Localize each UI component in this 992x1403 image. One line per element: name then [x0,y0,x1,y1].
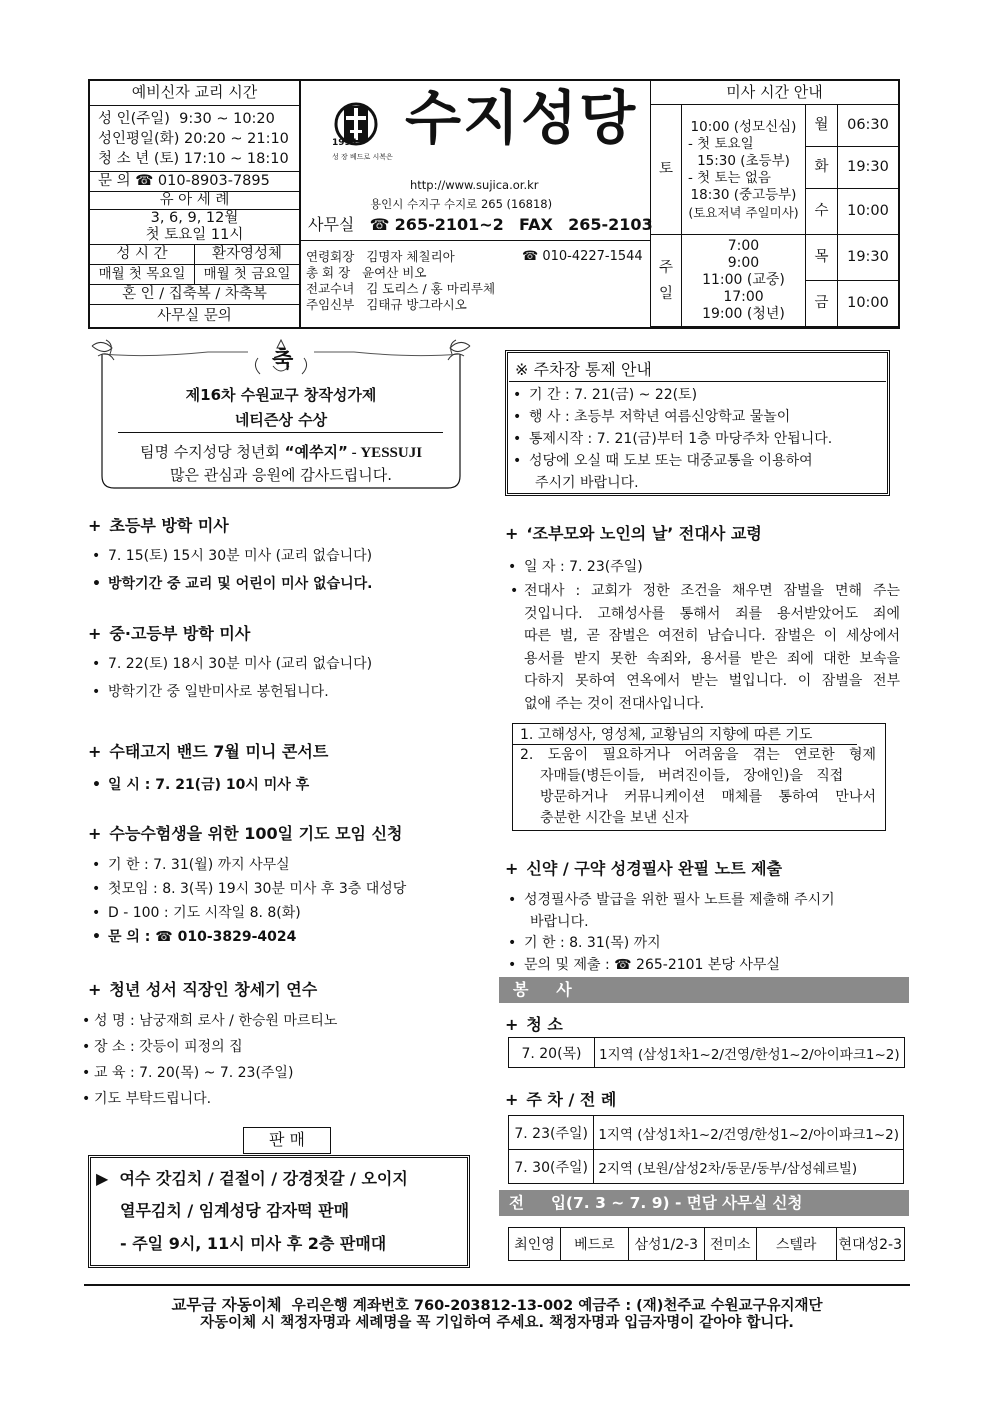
list-item: • 7. 15(토) 15시 30분 미사 (교리 없습니다) [84,544,372,568]
list-item: • 첫모임 : 8. 3(목) 19시 30분 미사 후 3층 대성당 [84,877,406,901]
table-row [509,1228,905,1261]
list-item: • 방학기간 중 일반미사로 봉헌됩니다. [84,680,372,704]
sat-masses [682,105,806,235]
bible-list [500,889,835,911]
sun-label [651,235,682,327]
exam-title: + 수능수험생을 위한 100일 기도 모임 신청 [88,824,403,843]
section-title: 수태고지 밴드 7월 미니 콘서트 [109,742,329,761]
staff-phone [522,249,643,264]
staff-role: 총 회 장 [306,265,351,280]
weekday-time: 19:30 [838,147,899,189]
band-list [84,773,309,797]
indulgence-text: 용서를 받지 못한 속죄와, 용서를 받은 죄에 대한 보속을 [524,650,900,667]
exam-list [84,853,406,949]
team-en: - YESSUJI [347,445,423,461]
wedding-title: 혼 인 / 집축복 / 차축복 [90,285,300,305]
contact-phone: 010-8903-7895 [157,173,270,190]
list-item: • 일 시 : 7. 21(금) 10시 미사 후 [84,773,309,797]
table-cell: 스텔라 [756,1228,836,1261]
parking-list [505,384,832,472]
mass-title: 미사 시간 안내 [651,81,899,105]
fax-label: FAX [519,215,553,234]
weekday: 수 [806,189,838,235]
catechism-contact [90,172,300,192]
list-item: • 성당에 오실 때 도보 또는 대중교통을 이용하여 [505,450,832,472]
mass-line: 19:00 (청년) [702,306,785,322]
award-subtitle: 네티즌상 수상 [234,411,328,429]
footer-note: 자동이체 시 책정자명과 세례명을 꼭 기입하여 주세요. 책정자명과 입금자명이 같아야 합니다. [200,1315,794,1331]
list-item: • 일 자 : 7. 23(주일) [500,555,643,579]
mass-line: 11:00 (교중) [702,272,785,288]
list-item: • 교 육 : 7. 20(목) ~ 7. 23(주일) [74,1060,337,1086]
phone-icon: ☎ [155,929,173,945]
list-item [84,925,406,949]
sale-line2: 열무김치 / 임계성당 감자떡 판매 [120,1201,350,1220]
weekday: 화 [806,147,838,189]
mass-line: 10:00 (성모신심) [690,118,797,135]
footer-account: 우리은행 계좌번호 760-203812-13-002 예금주 : (재)천주교 수원교구유지재단 [281,1298,823,1314]
mass-line: 9:00 [727,255,760,271]
staff-role: 연령회장 [306,249,355,264]
table-cell: 7. 20(목) [509,1038,595,1068]
service-band: 봉 사 [499,977,909,1003]
infant-day: 첫 토요일 11시 [145,227,244,243]
list-item [500,954,780,976]
bible-phone: 265-2101 본당 사무실 [636,957,780,973]
sale-text: 여수 갓김치 / 겉절이 / 강경젓갈 / 오이지 [119,1169,408,1188]
church-logo [330,94,400,166]
indulgence-text: 다하지 못하여 연옥에서 받는 벌입니다. 이 잠벌을 전부 [524,673,900,690]
exam-phone: 010-3829-4024 [177,929,297,945]
section-title: 수능수험생을 위한 100일 기도 모임 신청 [109,824,403,843]
youth-title: + 청년 성서 직장인 창세기 연수 [88,980,318,999]
table-row [509,1116,904,1150]
table-cell: 삼성1/2-3 [628,1228,704,1261]
indulgence-text: 없애 주는 것이 전대사입니다. [524,695,705,712]
mass-table [650,80,899,327]
list-item: • 7. 22(토) 18시 30분 미사 (교리 없습니다) [84,652,372,676]
staff-phone-number: 010-4227-1544 [542,249,643,264]
sale-line1 [96,1166,408,1189]
office-label: 사무실 [308,215,355,234]
triangle-icon: ▶ [96,1169,109,1188]
parking-duty-title: + 주 차 / 전 례 [505,1090,617,1109]
church-url[interactable]: http://www.sujica.or.kr [410,178,539,192]
bible-title: + 신약 / 구약 성경필사 완필 노트 제출 [505,859,783,878]
table-row [509,1150,904,1184]
cleaning-title: + 청 소 [505,1015,563,1034]
catechism-label: 성 인(주일) [98,110,170,127]
condition-text: 충분한 시간을 보낸 신자 [540,810,689,826]
mass-line: 7:00 [727,238,760,254]
table-cell: 2지역 (보원/삼성2차/동문/동부/삼성쉐르빌) [594,1150,904,1184]
band-title: + 수태고지 밴드 7월 미니 콘서트 [88,742,329,761]
weekday-time: 10:00 [838,189,899,235]
sale-line3: - 주일 9시, 11시 미사 후 2층 판매대 [120,1234,387,1253]
condition-text: 자매들(병든이들, 버려진이들, 장애인)을 직접 [540,768,844,784]
award-title: 제16차 수원교구 창작성가제 [185,386,377,404]
weekday: 금 [806,281,838,327]
table-cell: 최인영 [509,1228,561,1261]
staff-row [306,297,495,313]
sick-comm-title: 환자영성체 [194,245,299,265]
list-item: • D - 100 : 기도 시작일 8. 8(화) [84,901,406,925]
sun-masses [682,235,806,327]
indulgence-title: + ‘조부모와 노인의 날’ 전대사 교령 [505,524,762,543]
infant-months: 3, 6, 9, 12월 [150,210,239,226]
weekday-time: 10:00 [838,281,899,327]
table-cell: 현대성2-3 [836,1228,904,1261]
table-cell: 7. 30(주일) [509,1150,594,1184]
mass-line: (토요저녁 주일미사) [688,204,799,220]
table-cell: 7. 23(주일) [509,1116,594,1150]
fax-number: 265-2103 [568,215,653,234]
staff-list [306,249,495,313]
weekday: 목 [806,235,838,281]
staff-name: 김 도리스 / 홍 마리루체 [366,281,496,296]
office-phone: 265-2101~2 [394,215,504,234]
section-title: 청 소 [526,1015,563,1034]
logo-year: 1994 [332,138,358,148]
office-line [308,212,653,235]
list-item: • 성경필사증 발급을 위한 필사 노트를 제출해 주시기 [500,889,835,911]
middle-high-list [84,652,372,704]
indulgence-date [500,555,643,579]
table-row [509,1038,905,1068]
parking-cont: 주시기 바랍니다. [535,475,639,491]
section-title: 초등부 방학 미사 [109,516,229,535]
catechism-time: 20:20 ~ 21:10 [183,130,289,147]
indulgence-text: 따른 벌, 곧 잠벌은 여전히 남습니다. 잠벌은 이 세상에서 [524,628,900,645]
sun-label-text: 주일 [659,259,674,302]
section-title: 중·고등부 방학 미사 [109,624,251,643]
list-item: • 행 사 : 초등부 저학년 여름신앙학교 물놀이 [505,406,832,428]
header-divider [300,80,301,328]
staff-role: 전교수녀 [306,281,355,296]
section-title: 주 차 / 전 례 [526,1090,617,1109]
table-cell: 1지역 (삼성1차1~2/건영/한성1~2/아이파크1~2) [595,1038,905,1068]
condition-2 [520,745,876,829]
cleaning-table [508,1037,905,1068]
elementary-list [84,544,372,596]
award-thanks: 많은 관심과 응원에 감사드립니다. [170,466,392,484]
list-item: • 기 한 : 7. 31(월) 까지 사무실 [84,853,406,877]
bible-cont: 바랍니다. [530,914,589,930]
catechism-label: 청 소 년 (토) [98,150,180,167]
staff-role: 주임신부 [306,297,355,312]
catechism-table [89,80,300,329]
catechism-label: 성인평일(화) [98,130,180,147]
list-item: • 통제시작 : 7. 21(금)부터 1층 마당주차 안됩니다. [505,428,832,450]
condition-1: 1. 고해성사, 영성체, 교황님의 지향에 따른 기도 [520,727,813,743]
staff-row [306,249,495,265]
logo-text: 성 장 베드로 시복은 [332,153,393,161]
indulgence-text: 것입니다. 고해성사를 통해서 죄를 용서받았어도 죄에 [524,605,900,622]
condition-text: 방문하거나 커뮤니케이션 매체를 통하여 만나서 [540,789,876,805]
sick-comm-value: 매월 첫 금요일 [194,265,299,285]
transfer-table [508,1227,905,1261]
list-item: • 장 소 : 갓등이 피정의 집 [74,1034,337,1060]
staff-name: 김명자 체칠리아 [366,249,455,264]
phone-icon: ☎ [522,249,539,264]
middle-high-title: + 중·고등부 방학 미사 [88,624,251,643]
list-item: • 기 간 : 7. 21(금) ~ 22(토) [505,384,832,406]
parking-duty-table [508,1115,904,1184]
phone-icon: ☎ [135,173,154,190]
weekday-time: 06:30 [838,105,899,147]
church-name: 수지성당 [405,84,638,152]
list-item: • 성 명 : 남궁재희 로사 / 한승원 마르티노 [74,1008,337,1034]
contact-label: 문의 및 제출 : [524,957,615,973]
catechism-title: 예비신자 교리 시간 [90,81,300,106]
staff-row [306,265,495,281]
infant-baptism [90,192,300,245]
weekday: 월 [806,105,838,147]
mass-line: - 첫 토요일 [688,135,754,152]
team-name: “예쑤지” [284,443,348,461]
staff-name: 윤여산 비오 [362,265,427,280]
phone-icon: ☎ [369,215,390,234]
section-title: 신약 / 구약 성경필사 완필 노트 제출 [526,859,783,878]
elementary-title: + 초등부 방학 미사 [88,516,229,535]
holy-hour-value: 매월 첫 목요일 [90,265,195,285]
youth-list [74,1008,337,1112]
footer-rule [84,1284,910,1286]
indulgence-line [510,580,900,603]
catechism-time: 9:30 ~ 10:20 [179,110,275,127]
holy-hour-title: 성 시 간 [90,245,195,265]
staff-name: 김태규 방그라시오 [366,297,467,312]
team-prefix: 팀명 수지성당 청년회 [139,443,285,461]
list-item: • 기 한 : 8. 31(목) 까지 [500,932,780,954]
contact-label: 문 의 [98,173,131,190]
table-cell: 전미소 [704,1228,756,1261]
award-divider [118,432,443,433]
list-item: • 기도 부탁드립니다. [74,1086,337,1112]
award-emblem: 축 [272,348,294,373]
table-cell: 1지역 (삼성1차1~2/건영/한성1~2/아이파크1~2) [594,1116,904,1150]
sale-title: 판 매 [243,1127,331,1154]
transfer-band: 전 입(7. 3 ~ 7. 9) - 면담 사무실 신청 [499,1190,909,1216]
indulgence-body [510,580,900,716]
indulgence-text: 전대사 : 교회가 정한 조건을 채우면 잠벌을 면해 주는 [524,583,900,599]
parking-divider [509,381,886,382]
church-address: 용인시 수지구 수지로 265 (16818) [370,197,553,211]
phone-icon: ☎ [614,957,632,973]
mass-line: 17:00 [723,289,764,305]
wedding-value: 사무실 문의 [90,305,300,329]
weekday-time: 19:30 [838,235,899,281]
mass-line: 18:30 (중고등부) [690,186,797,203]
parking-title: ※ 주차장 통제 안내 [515,360,652,379]
footer-title: 교무금 자동이체 [171,1296,282,1314]
infant-title: 유 아 세 례 [90,192,299,210]
staff-row [306,281,495,297]
sat-label: 토 [651,105,682,235]
catechism-times [90,106,300,172]
section-title: 청년 성서 직장인 창세기 연수 [109,980,318,999]
bullet: • [510,583,519,599]
condition-text: 2. 도움이 필요하거나 어려움을 겪는 연로한 형제 [520,747,876,763]
mass-line: 15:30 (초등부) [697,152,790,169]
award-team [88,441,474,462]
contact-label: 문 의 : [108,929,156,945]
mass-line: - 첫 토는 없음 [688,169,771,186]
list-item: • 방학기간 중 교리 및 어린이 미사 없습니다. [84,572,372,596]
catechism-time: 17:10 ~ 18:10 [183,150,289,167]
table-cell: 베드로 [560,1228,628,1261]
bible-list-2 [500,932,780,976]
section-title: ‘조부모와 노인의 날’ 전대사 교령 [526,524,762,543]
